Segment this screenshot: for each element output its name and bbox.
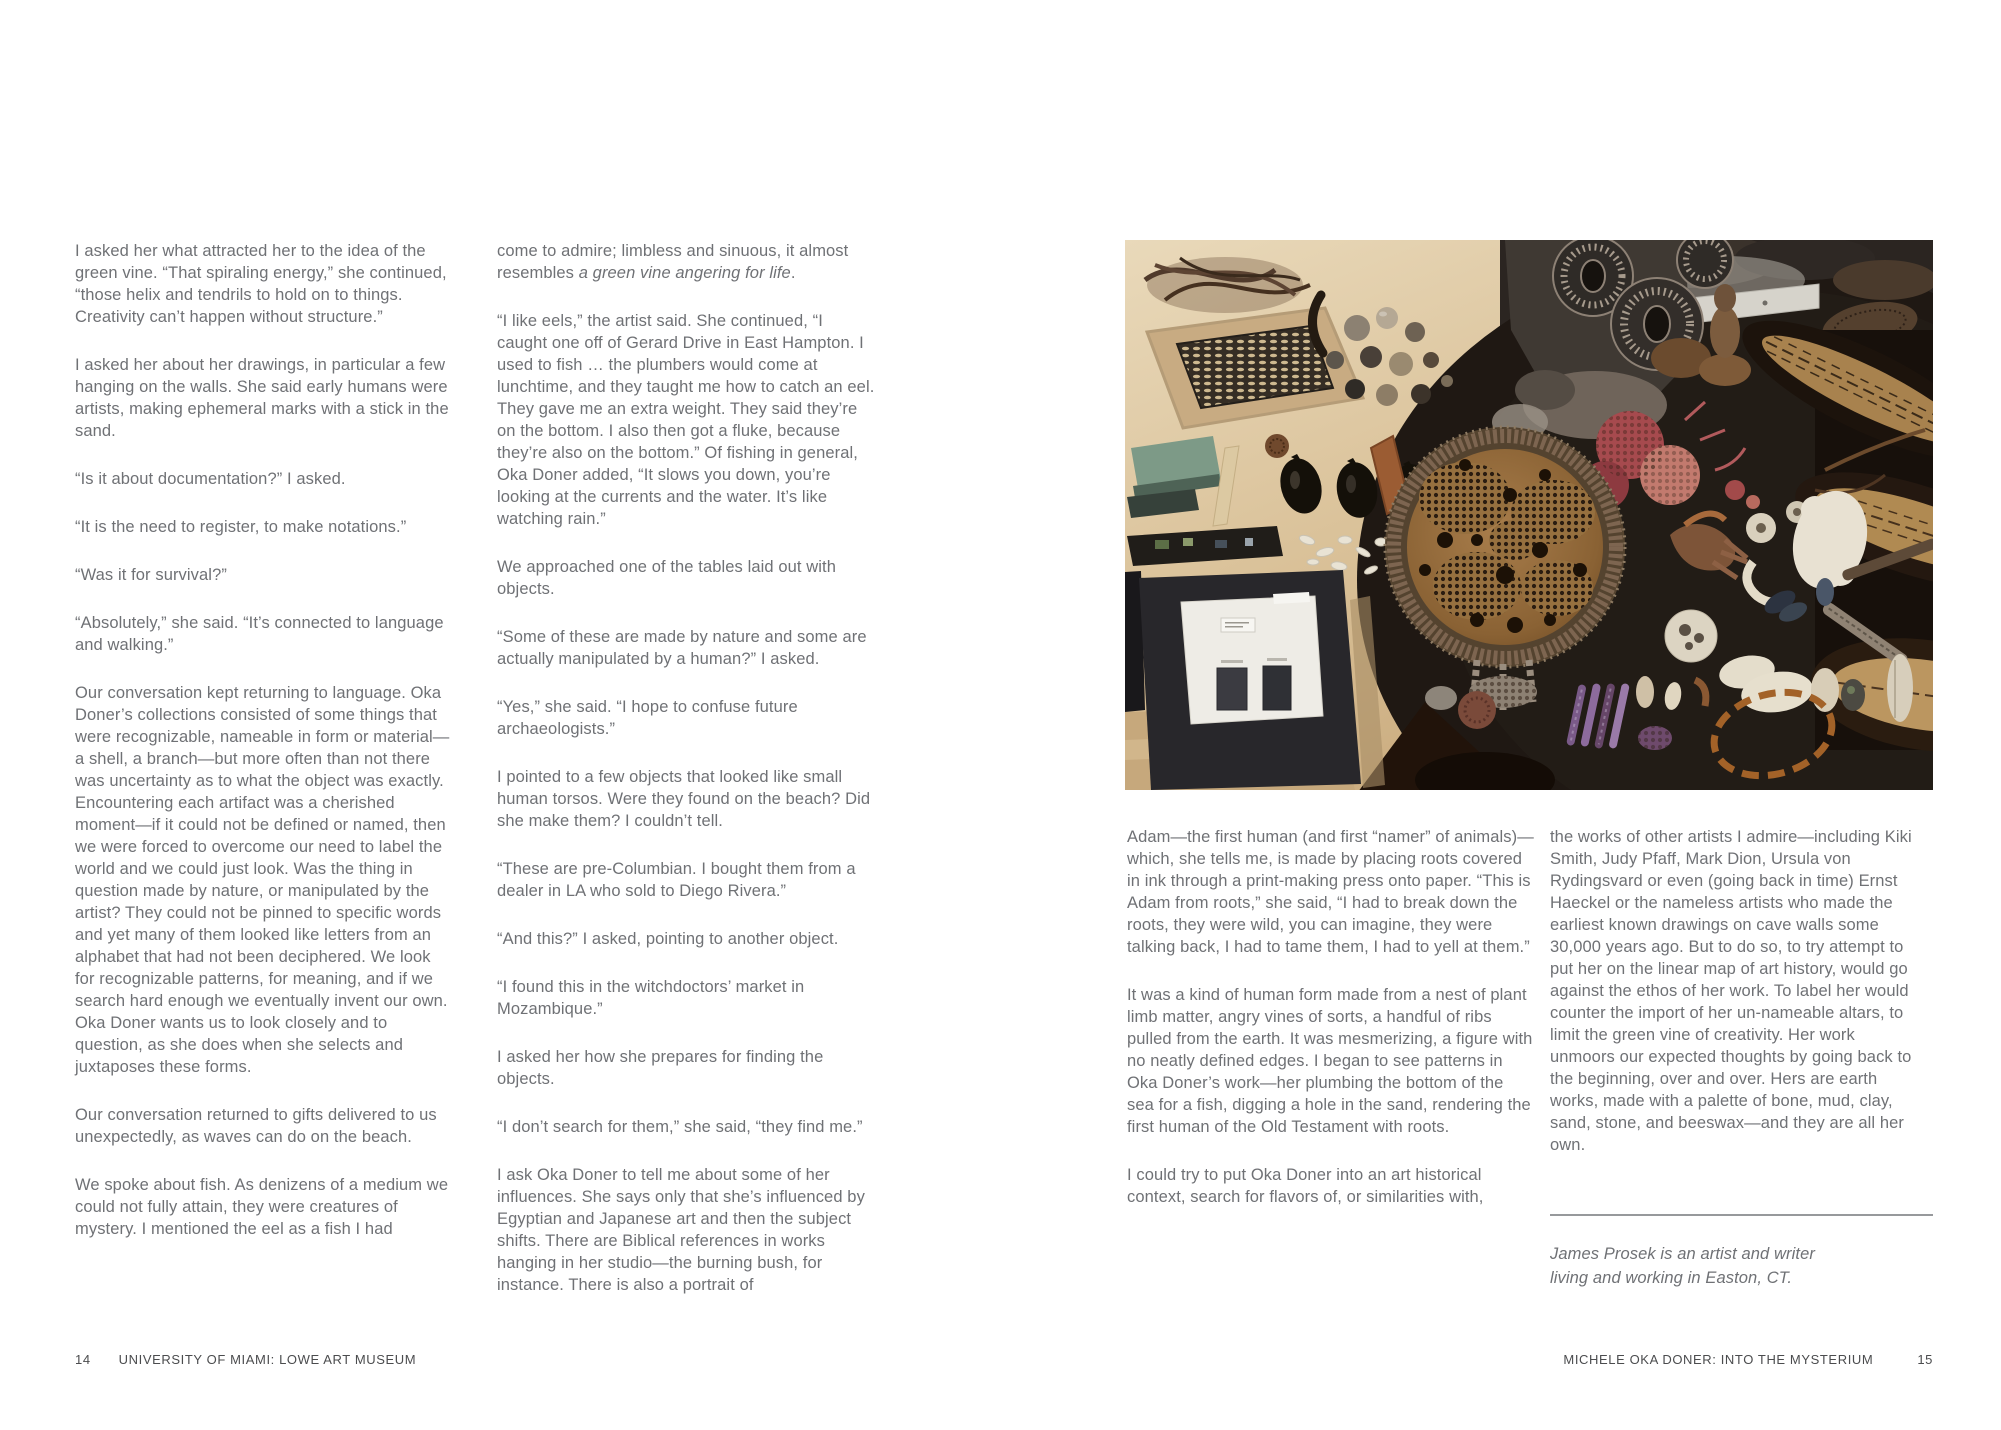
footer-title-right: MICHELE OKA DONER: INTO THE MYSTERIUM [1563,1352,1874,1367]
text-column-1 [75,240,453,1266]
author-credit-block [1550,1170,1950,1316]
paragraph: “Is it about documentation?” I asked. [75,470,346,488]
paragraph: I asked her about her drawings, in particular a few hanging on the walls. She said early humans were artists, making ephemeral marks with a stick in the sand. [75,356,449,440]
paragraph: “And this?” I asked, pointing to another object. [497,930,839,948]
footer-right [1563,1352,1933,1367]
paragraph: I ask Oka Doner to tell me about some of her influences. She says only that she’s influenced by Egyptian and Japanese art and then the subject shifts. There are Biblical references in works hanging in her studio—the burning bush, for instance. There is also a portrait of [497,1166,865,1294]
paragraph: “I don’t search for them,” she said, “they find me.” [497,1118,863,1136]
paragraph: “I like eels,” the artist said. She continued, “I caught one off of Gerard Drive in East Hampton. I used to fish … the plumbers would come at lunchtime, and they taught me how to catch an eel. They gave me an extra weight. They said they’re on the bottom. I also then got a fluke, because they’re also on the bottom.” Of fishing in general, Oka Doner added, “It slows you down, you’re looking at the currents and the water. It’s like watching rain.” [497,312,875,528]
paragraph: “It is the need to register, to make notations.” [75,518,407,536]
footer-left [75,1352,416,1367]
paragraph: I asked her what attracted her to the idea of the green vine. “That spiraling energy,” she continued, “those helix and tendrils to hold on to things. Creativity can’t happen without structure.” [75,242,447,326]
paragraph: Our conversation returned to gifts delivered to us unexpectedly, as waves can do on the beach. [75,1106,437,1146]
studio-photo-illustration [1125,240,1933,790]
credit-rule [1550,1214,1933,1216]
paragraph: the works of other artists I admire—including Kiki Smith, Judy Pfaff, Mark Dion, Ursula von Rydingsvard or even (going back in time) Ernst Haeckel or the nameless artists who made the earliest known drawings on cave walls some 30,000 years ago. But to do so, to try attempt to put her on the linear map of art history, would go against the ethos of her work. To label her would counter the import of her un-nameable altars, to limit the green vine of creativity. Her work unmoors our expected thoughts by going back to the beginning, over and over. Hers are earth works, made with a palette of bone, mud, clay, sand, stone, and beeswax—and they are all her own. [1550,828,1912,1154]
paragraph: “I found this in the witchdoctors’ market in Mozambique.” [497,978,805,1018]
text-column-3 [1127,826,1535,1234]
paragraph: We approached one of the tables laid out with objects. [497,558,837,598]
studio-table-photo [1125,240,1933,790]
paragraph: come to admire; limbless and sinuous, it almost resembles a green vine angering for life. [497,242,849,282]
text-column-4 [1550,826,1915,1182]
paragraph: “Absolutely,” she said. “It’s connected to language and walking.” [75,614,444,654]
paragraph: “These are pre-Columbian. I bought them from a dealer in LA who sold to Diego Rivera.” [497,860,856,900]
author-credit: James Prosek is an artist and writer living and working in Easton, CT. [1550,1245,1815,1287]
paragraph: Adam—the first human (and first “namer” of animals)—which, she tells me, is made by placing roots covered in ink through a print-making press onto paper. “This is Adam from roots,” she said, “I had to break down the roots, they were wild, you can imagine, they were talking back, I had to tame them, I had to yell at them.” [1127,828,1534,956]
paragraph: I asked her how she prepares for finding the objects. [497,1048,824,1088]
footer-title-left: UNIVERSITY OF MIAMI: LOWE ART MUSEUM [118,1352,417,1367]
paragraph: I pointed to a few objects that looked like small human torsos. Were they found on the beach? Did she make them? I couldn’t tell. [497,768,871,830]
paragraph: “Was it for survival?” [75,566,227,584]
page-number-right: 15 [1917,1352,1933,1367]
paragraph: It was a kind of human form made from a nest of plant limb matter, angry vines of sorts, a handful of ribs pulled from the earth. It was mesmerizing, a figure with no neatly defined edges. I began to see patterns in Oka Doner’s work—her plumbing the bottom of the sea for a fish, digging a hole in the sand, rendering the first human of the Old Testament with roots. [1127,986,1533,1136]
paragraph: I could try to put Oka Doner into an art historical context, search for flavors of, or similarities with, [1127,1166,1484,1206]
text-column-2 [497,240,875,1322]
paragraph: Our conversation kept returning to language. Oka Doner’s collections consisted of some things that were recognizable, nameable in form or material—a shell, a branch—but more often than not there was uncertainty as to what the object was exactly. Encountering each artifact was a cherished moment—if it could not be defined or named, then we were forced to overcome our need to label the world and we could just look. Was the thing in question made by nature, or manipulated by the artist? They could not be pinned to specific words and yet many of them looked like letters from an alphabet that had not been deciphered. We look for recognizable patterns, for meaning, and if we search hard enough we eventually invent our own. Oka Doner wants us to look closely and to question, as she does when she selects and juxtaposes these forms. [75,684,450,1076]
page-number-left: 14 [75,1352,91,1367]
paragraph: “Some of these are made by nature and some are actually manipulated by a human?” I asked. [497,628,867,668]
paragraph: We spoke about fish. As denizens of a medium we could not fully attain, they were creatures of mystery. I mentioned the eel as a fish I had [75,1176,449,1238]
paragraph: “Yes,” she said. “I hope to confuse future archaeologists.” [497,698,798,738]
